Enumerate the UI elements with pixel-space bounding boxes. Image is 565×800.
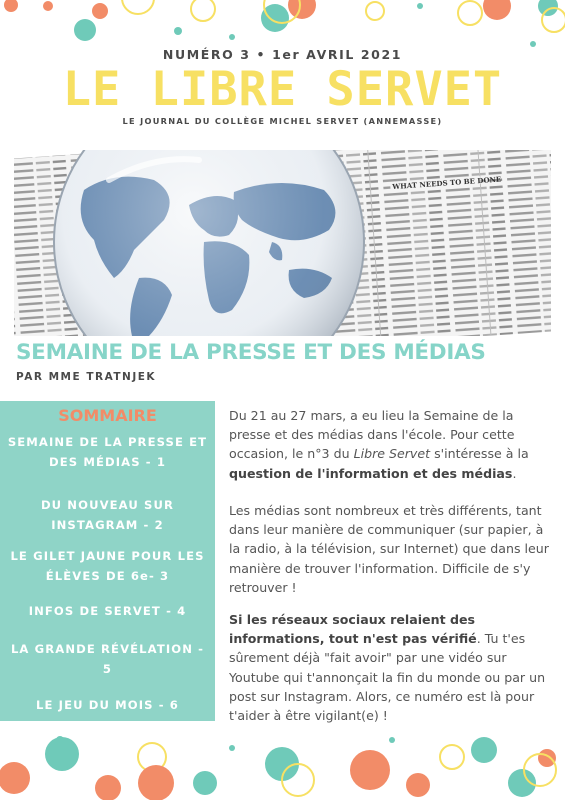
paragraph-text: . — [512, 465, 517, 481]
toc-item[interactable]: LE JEU DU MOIS - 6 — [36, 698, 179, 712]
article-paragraph-2 — [229, 501, 554, 597]
toc-item[interactable]: SEMAINE DE LA PRESSE ET DES MÉDIAS - 1 — [7, 435, 208, 469]
newspaper-headline-snippet: WHAT NEEDS TO BE DONE — [392, 174, 502, 192]
table-of-contents — [0, 401, 215, 721]
toc-title: SOMMAIRE — [58, 406, 157, 425]
issue-date-line: NUMÉRO 3 • 1er AVRIL 2021 — [162, 47, 403, 62]
article-paragraph-3 — [229, 610, 554, 725]
toc-item[interactable]: DU NOUVEAU SUR INSTAGRAM - 2 — [40, 498, 175, 532]
toc-item[interactable]: LA GRANDE RÉVÉLATION - 5 — [10, 642, 205, 676]
newspaper-name-italic: Libre Servet — [353, 446, 431, 462]
emphasis-text: question de l'information et des médias — [229, 465, 513, 481]
toc-item[interactable]: INFOS DE SERVET - 4 — [28, 604, 187, 618]
decorative-dots-bottom — [0, 730, 565, 800]
newspaper-subtitle: LE JOURNAL DU COLLÈGE MICHEL SERVET (ANNEMASSE) — [122, 116, 443, 126]
paragraph-text: Les médias sont nombreux et très différents, tant dans leur manière de communiquer (sur papier, à la radio, à la télévision, sur Internet) que dans leur manière de trouver l'information. Difficile de s'y retrouver ! — [229, 503, 549, 595]
article-byline: PAR MME TRATNJEK — [16, 371, 157, 383]
article-headline: SEMAINE DE LA PRESSE ET DES MÉDIAS — [16, 340, 486, 365]
article-paragraph-1 — [229, 406, 554, 483]
globe-newspaper-image — [14, 150, 551, 336]
newspaper-title: LE LIBRE SERVET — [62, 62, 503, 117]
toc-item[interactable]: LE GILET JAUNE POUR LES ÉLÈVES DE 6e- 3 — [10, 549, 205, 583]
emphasis-text: Si les réseaux sociaux relaient des informations, tout n'est pas vérifié — [229, 612, 477, 647]
paragraph-text: Du 21 au 27 mars, a eu lieu la Semaine de la presse et des médias dans l'école. Pour cette occasion, le n°3 du — [229, 408, 515, 462]
paragraph-text: . Tu t'es sûrement déjà "fait avoir" par une vidéo sur Youtube qui t'annonçait la fin du monde ou par un post sur Instagram. Alors, ce numéro est là pour t'aider à être vigilant(e) ! — [229, 631, 546, 724]
paragraph-text: s'intéresse à la — [430, 446, 529, 462]
